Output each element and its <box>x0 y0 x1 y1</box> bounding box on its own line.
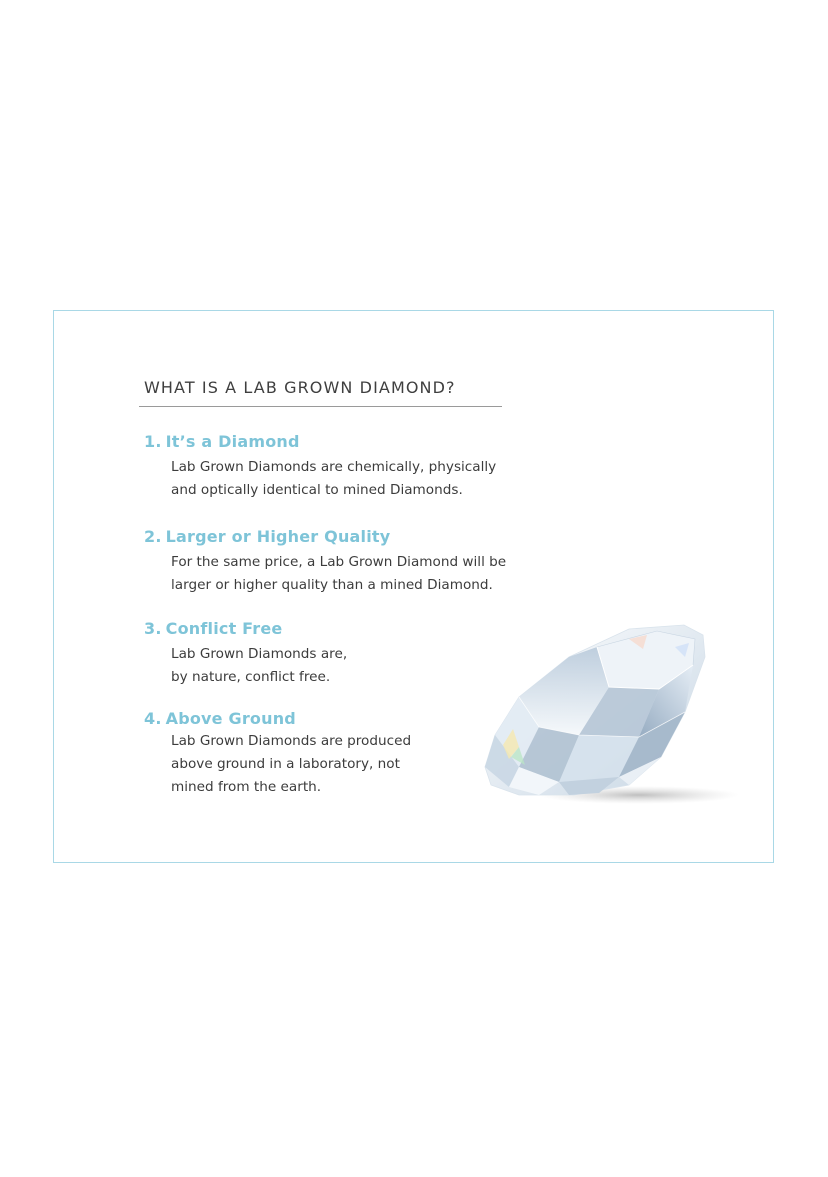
item-number: 2. <box>144 527 162 546</box>
item-description-line: and optically identical to mined Diamonds. <box>171 482 463 498</box>
item-title-text: Conflict Free <box>165 619 283 638</box>
item-description-line: by nature, conflict free. <box>171 669 331 685</box>
card-heading: WHAT IS A LAB GROWN DIAMOND? <box>144 378 456 397</box>
item-title <box>144 432 496 451</box>
list-item <box>144 619 347 689</box>
list-item <box>144 709 411 799</box>
item-title-text: Larger or Higher Quality <box>165 527 391 546</box>
item-description-line: Lab Grown Diamonds are, <box>171 646 348 662</box>
item-description <box>144 730 411 799</box>
item-description <box>144 551 506 597</box>
item-description <box>144 643 347 689</box>
heading-underline <box>139 406 502 407</box>
item-number: 3. <box>144 619 162 638</box>
item-number: 4. <box>144 709 162 728</box>
item-description-line: mined from the earth. <box>171 779 322 795</box>
diamond-illustration <box>479 617 739 817</box>
list-item <box>144 527 506 597</box>
item-description-line: larger or higher quality than a mined Diamond. <box>171 577 493 593</box>
item-title <box>144 619 347 638</box>
item-title-text: Above Ground <box>165 709 296 728</box>
item-description-line: Lab Grown Diamonds are chemically, physically <box>171 459 497 475</box>
item-description-line: above ground in a laboratory, not <box>171 756 400 772</box>
item-title <box>144 709 411 728</box>
list-item <box>144 432 496 502</box>
item-description <box>144 456 496 502</box>
info-card <box>53 310 774 863</box>
item-description-line: Lab Grown Diamonds are produced <box>171 733 412 749</box>
item-description-line: For the same price, a Lab Grown Diamond will be <box>171 554 507 570</box>
item-number: 1. <box>144 432 162 451</box>
item-title-text: It’s a Diamond <box>165 432 300 451</box>
item-title <box>144 527 506 546</box>
